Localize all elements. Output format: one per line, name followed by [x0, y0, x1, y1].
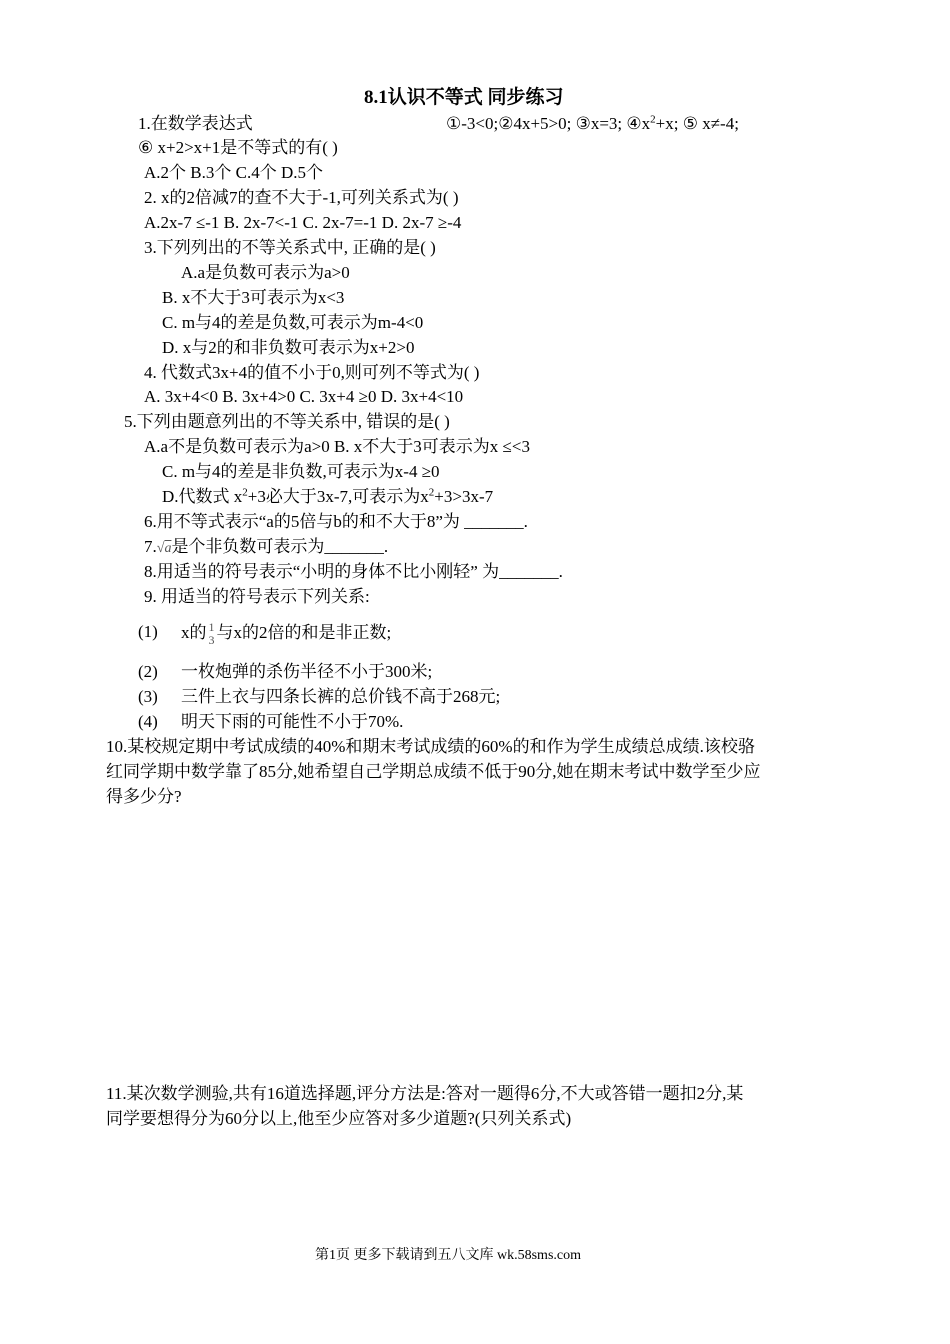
q9-item-4: 明天下雨的可能性不小于70%. [181, 712, 404, 731]
q11-line1: 11.某次数学测验,共有16道选择题,评分方法是:答对一题得6分,不大或答错一题扣2分,某 [106, 1084, 744, 1103]
q9-item-1-num: (1) [138, 622, 158, 641]
q8: 8.用适当的符号表示“小明的身体不比小刚轻” 为_______. [144, 562, 563, 581]
q9-item-1: x的 1 3 与x的2倍的和是非正数; [181, 620, 392, 647]
q3-option-d: D. x与2的和非负数可表示为x+2>0 [162, 338, 415, 357]
q2-stem: 2. x的2倍减7的查不大于-1,可列关系式为( ) [144, 188, 459, 207]
q9-item-2-num: (2) [138, 662, 158, 681]
page-footer: 第1页 更多下载请到五八文库 wk.58sms.com [315, 1248, 581, 1263]
q5-stem: 5.下列由题意列出的不等关系中, 错误的是( ) [124, 412, 450, 431]
q5-option-d: D.代数式 $x^2+3$必大于3x-7,可表示为$x^2+3>3x-7$ [162, 486, 494, 506]
q11-line2: 同学要想得分为60分以上,他至少应答对多少道题?(只列关系式) [106, 1109, 572, 1128]
q4-stem: 4. 代数式3x+4的值不小于0,则可列不等式为( ) [144, 363, 480, 382]
q2-options: A.2x-7 ≤-1 B. 2x-7<-1 C. 2x-7=-1 D. 2x-7 ≥-4 [144, 213, 462, 232]
q10-line2: 红同学期中数学靠了85分,她希望自己学期总成绩不低于90分,她在期末考试中数学至少应 [106, 762, 761, 781]
q1-stem: 1.在数学表达式 [138, 114, 253, 133]
q9-item-2: 一枚炮弹的杀伤半径不小于300米; [181, 662, 433, 681]
q5-options-ab: A.a不是负数可表示为a>0 B. x不大于3可表示为x ≤<3 [144, 437, 530, 456]
q3-option-c: C. m与4的差是负数,可表示为m-4<0 [162, 313, 424, 332]
q9-stem: 9. 用适当的符号表示下列关系: [144, 587, 370, 606]
q10-line1: 10.某校规定期中考试成绩的40%和期末考试成绩的60%的和作为学生成绩总成绩.该校骆 [106, 737, 755, 756]
q3-option-b: B. x不大于3可表示为x<3 [162, 288, 345, 307]
q9-item-3: 三件上衣与四条长裤的总价钱不高于268元; [181, 687, 501, 706]
q10-line3: 得多少分? [106, 787, 182, 806]
q7: 7.√a是个非负数可表示为_______. [144, 537, 389, 556]
sqrt-a: √a [156, 541, 172, 556]
q3-stem: 3.下列列出的不等关系式中, 正确的是( ) [144, 238, 436, 257]
q4-options: A. 3x+4<0 B. 3x+4>0 C. 3x+4 ≥0 D. 3x+4<10 [144, 387, 464, 406]
q1-expressions: ①-3<0;②4x+5>0; ③x=3; $④x^2+x$; ⑤ x≠-4; [446, 113, 739, 133]
q1-options: A.2个 B.3个 C.4个 D.5个 [144, 163, 323, 182]
page-title: 8.1认识不等式 同步练习 [364, 87, 564, 108]
q1-line2: ⑥ x+2>x+1是不等式的有( ) [138, 138, 338, 157]
one-third-fraction: 1 3 [208, 620, 215, 647]
q9-item-3-num: (3) [138, 687, 158, 706]
q3-option-a: A.a是负数可表示为a>0 [181, 263, 350, 282]
q5-option-c: C. m与4的差是非负数,可表示为x-4 ≥0 [162, 462, 440, 481]
q9-item-4-num: (4) [138, 712, 158, 731]
q6: 6.用不等式表示“a的5倍与b的和不大于8”为 _______. [144, 512, 528, 531]
